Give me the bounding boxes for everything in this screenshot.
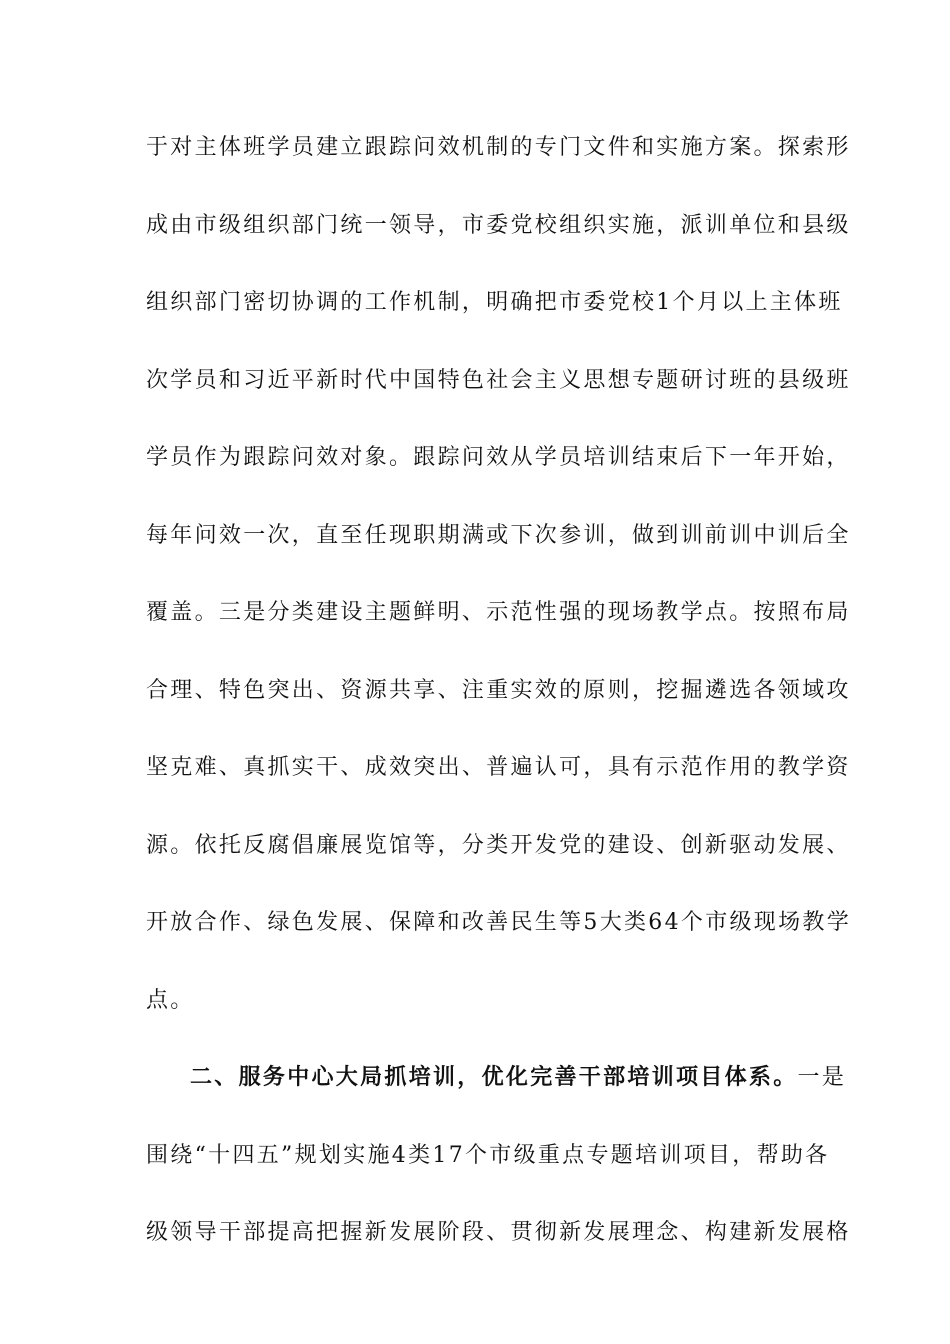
paragraph-line: 于对主体班学员建立跟踪问效机制的专门文件和实施方案。探索形 xyxy=(146,135,851,160)
paragraph-line: 覆盖。三是分类建设主题鲜明、示范性强的现场教学点。按照布局 xyxy=(146,600,851,625)
paragraph-line: 围绕“十四五”规划实施4类17个市级重点专题培训项目，帮助各 xyxy=(146,1143,830,1168)
paragraph-line: 级领导干部提高把握新发展阶段、贯彻新发展理念、构建新发展格 xyxy=(146,1220,851,1245)
paragraph-line: 合理、特色突出、资源共享、注重实效的原则，挖掘遴选各领域攻 xyxy=(146,678,851,703)
section-heading: 二、服务中心大局抓培训，优化完善干部培训项目体系。 xyxy=(190,1065,798,1090)
section-heading-tail: 一是 xyxy=(797,1065,847,1090)
paragraph-line: 开放合作、绿色发展、保障和改善民生等5大类64个市级现场教学 xyxy=(146,910,851,935)
paragraph-line: 成由市级组织部门统一领导，市委党校组织实施，派训单位和县级 xyxy=(146,213,851,238)
paragraph-line: 源。依托反腐倡廉展览馆等，分类开发党的建设、创新驱动发展、 xyxy=(146,833,851,858)
paragraph-line: 次学员和习近平新时代中国特色社会主义思想专题研讨班的县级班 xyxy=(146,368,851,393)
paragraph-line: 每年问效一次，直至任现职期满或下次参训，做到训前训中训后全 xyxy=(146,523,851,548)
section-heading-line xyxy=(190,1063,850,1093)
paragraph-line: 坚克难、真抓实干、成效突出、普遍认可，具有示范作用的教学资 xyxy=(146,755,851,780)
paragraph-line: 学员作为跟踪问效对象。跟踪问效从学员培训结束后下一年开始， xyxy=(146,445,851,470)
paragraph-line: 点。 xyxy=(146,988,195,1013)
paragraph-line: 组织部门密切协调的工作机制，明确把市委党校1个月以上主体班 xyxy=(146,290,843,315)
